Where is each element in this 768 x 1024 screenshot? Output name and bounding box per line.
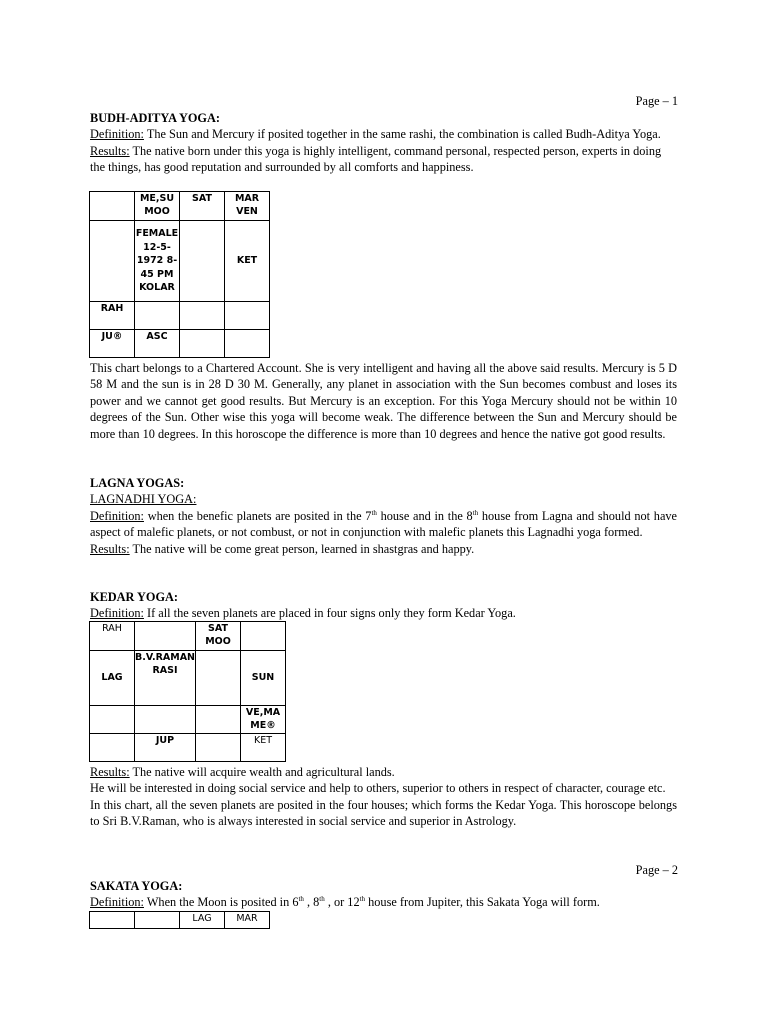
chart-center-label: B.V.RAMAN RASI (135, 651, 196, 706)
chart-cell (196, 734, 241, 762)
kedar-paragraph: He will be interested in doing social service and help to others, superior to others in respect of character, courage etc. (90, 781, 666, 796)
subheading-lagnadhi-yoga: LAGNADHI YOGA: (90, 492, 197, 507)
results-label: Results: (90, 143, 130, 158)
sakata-definition: Definition: When the Moon is posited in 6th , 8th , or 12th house from Jupiter, this Sakata Yoga will form. (90, 895, 600, 910)
chart-cell: ASC (135, 330, 180, 358)
chart-cell (90, 912, 135, 929)
chart-cell (196, 651, 241, 706)
chart-cell (90, 192, 135, 221)
section-kedar-yoga (90, 589, 677, 622)
page-number-1: Page – 1 (635, 94, 678, 108)
kedar-results (90, 764, 677, 780)
chart-cell: RAH (90, 302, 135, 330)
chart-kedar-yoga (89, 621, 286, 762)
results-text: The native will be come great person, learned in shastgras and happy. (129, 541, 475, 556)
chart-budh-aditya (89, 191, 270, 358)
results-label: Results: (90, 541, 130, 556)
chart-cell (180, 302, 225, 330)
heading-lagna-yogas: LAGNA YOGAS: (90, 476, 185, 490)
chart-cell (135, 912, 180, 929)
chart-cell (135, 706, 196, 734)
chart-cell (90, 706, 135, 734)
budh-definition (90, 126, 677, 142)
chart-cell (196, 706, 241, 734)
lagna-definition: Definition: when the benefic planets are posited in the 7th house and in the 8th house from Lagna and should not have aspect of malefic planets, or not combust, or not in conjunction with malefic planets this Lagnadhi yoga formed. (90, 508, 678, 540)
chart-cell (180, 221, 225, 302)
definition-label: Definition: (90, 508, 144, 523)
kedar-results-block (90, 764, 677, 830)
chart-cell: KET (225, 221, 270, 302)
chart-cell: SAT MOO (196, 622, 241, 651)
chart-cell (135, 302, 180, 330)
budh-chart-note: This chart belongs to a Chartered Account. She is very intelligent and having all the above said results. Mercury is 5 D 58 M and the sun is in 28 D 30 M. Generally, any planet in association with the Sun becomes combust and loses its power and we cannot get good results. But Mercury is an exception. For this Yoga Mercury should not be within 10 degrees of the Sun. Other wise this yoga will become weak. The difference between the Sun and Mercury should be more than 10 degrees. In this horoscope the difference is more than 10 degrees and hence the native got good results. (90, 361, 677, 441)
chart-cell (225, 302, 270, 330)
chart-cell: SAT (180, 192, 225, 221)
heading-kedar-yoga: KEDAR YOGA: (90, 590, 179, 604)
chart-cell: MAR (225, 912, 270, 929)
chart-cell (241, 622, 286, 651)
heading-sakata-yoga: SAKATA YOGA: (90, 879, 183, 893)
lagna-results (90, 541, 677, 557)
definition-label: Definition: (90, 895, 144, 910)
chart-cell: SUN (241, 651, 286, 706)
section-lagna-yogas (90, 475, 677, 557)
chart-center-label: FEMALE 12-5-1972 8-45 PM KOLAR (135, 221, 180, 302)
definition-text: The Sun and Mercury if posited together in the same rashi, the combination is called Budh-Aditya Yoga. (143, 127, 661, 142)
page-number-2: Page – 2 (635, 863, 678, 877)
chart-cell: JU® (90, 330, 135, 358)
chart-sakata-yoga (89, 911, 270, 929)
results-label: Results: (90, 765, 130, 779)
chart-cell: JUP (135, 734, 196, 762)
definition-text: If all the seven planets are placed in four signs only they form Kedar Yoga. (143, 606, 516, 621)
chart-cell (225, 330, 270, 358)
results-text: The native will acquire wealth and agricultural lands. (129, 765, 395, 779)
chart-cell (90, 221, 135, 302)
chart-cell (90, 734, 135, 762)
chart-cell: RAH (90, 622, 135, 651)
kedar-paragraph: In this chart, all the seven planets are posited in the four houses; which forms the Kedar Yoga. This horoscope belongs to Sri B.V.Raman, who is always interested in social service and superior in Astrology. (90, 797, 677, 829)
definition-label: Definition: (90, 127, 144, 142)
section-sakata-yoga (90, 878, 677, 911)
chart-cell: LAG (180, 912, 225, 929)
section-budh-aditya (90, 110, 677, 176)
budh-results (90, 143, 677, 176)
chart-cell: VE,MA ME® (241, 706, 286, 734)
chart-cell (135, 622, 196, 651)
chart-cell: KET (241, 734, 286, 762)
definition-label: Definition: (90, 606, 144, 621)
chart-cell (180, 330, 225, 358)
chart-cell: LAG (90, 651, 135, 706)
chart-cell: ME,SU MOO (135, 192, 180, 221)
heading-budh-aditya: BUDH-ADITYA YOGA: (90, 111, 220, 125)
results-text: The native born under this yoga is highly intelligent, command personal, respected person, experts in doing the things, has good reputation and surrounded by all comforts and happiness. (90, 143, 662, 175)
kedar-definition (90, 605, 677, 621)
chart-cell: MAR VEN (225, 192, 270, 221)
